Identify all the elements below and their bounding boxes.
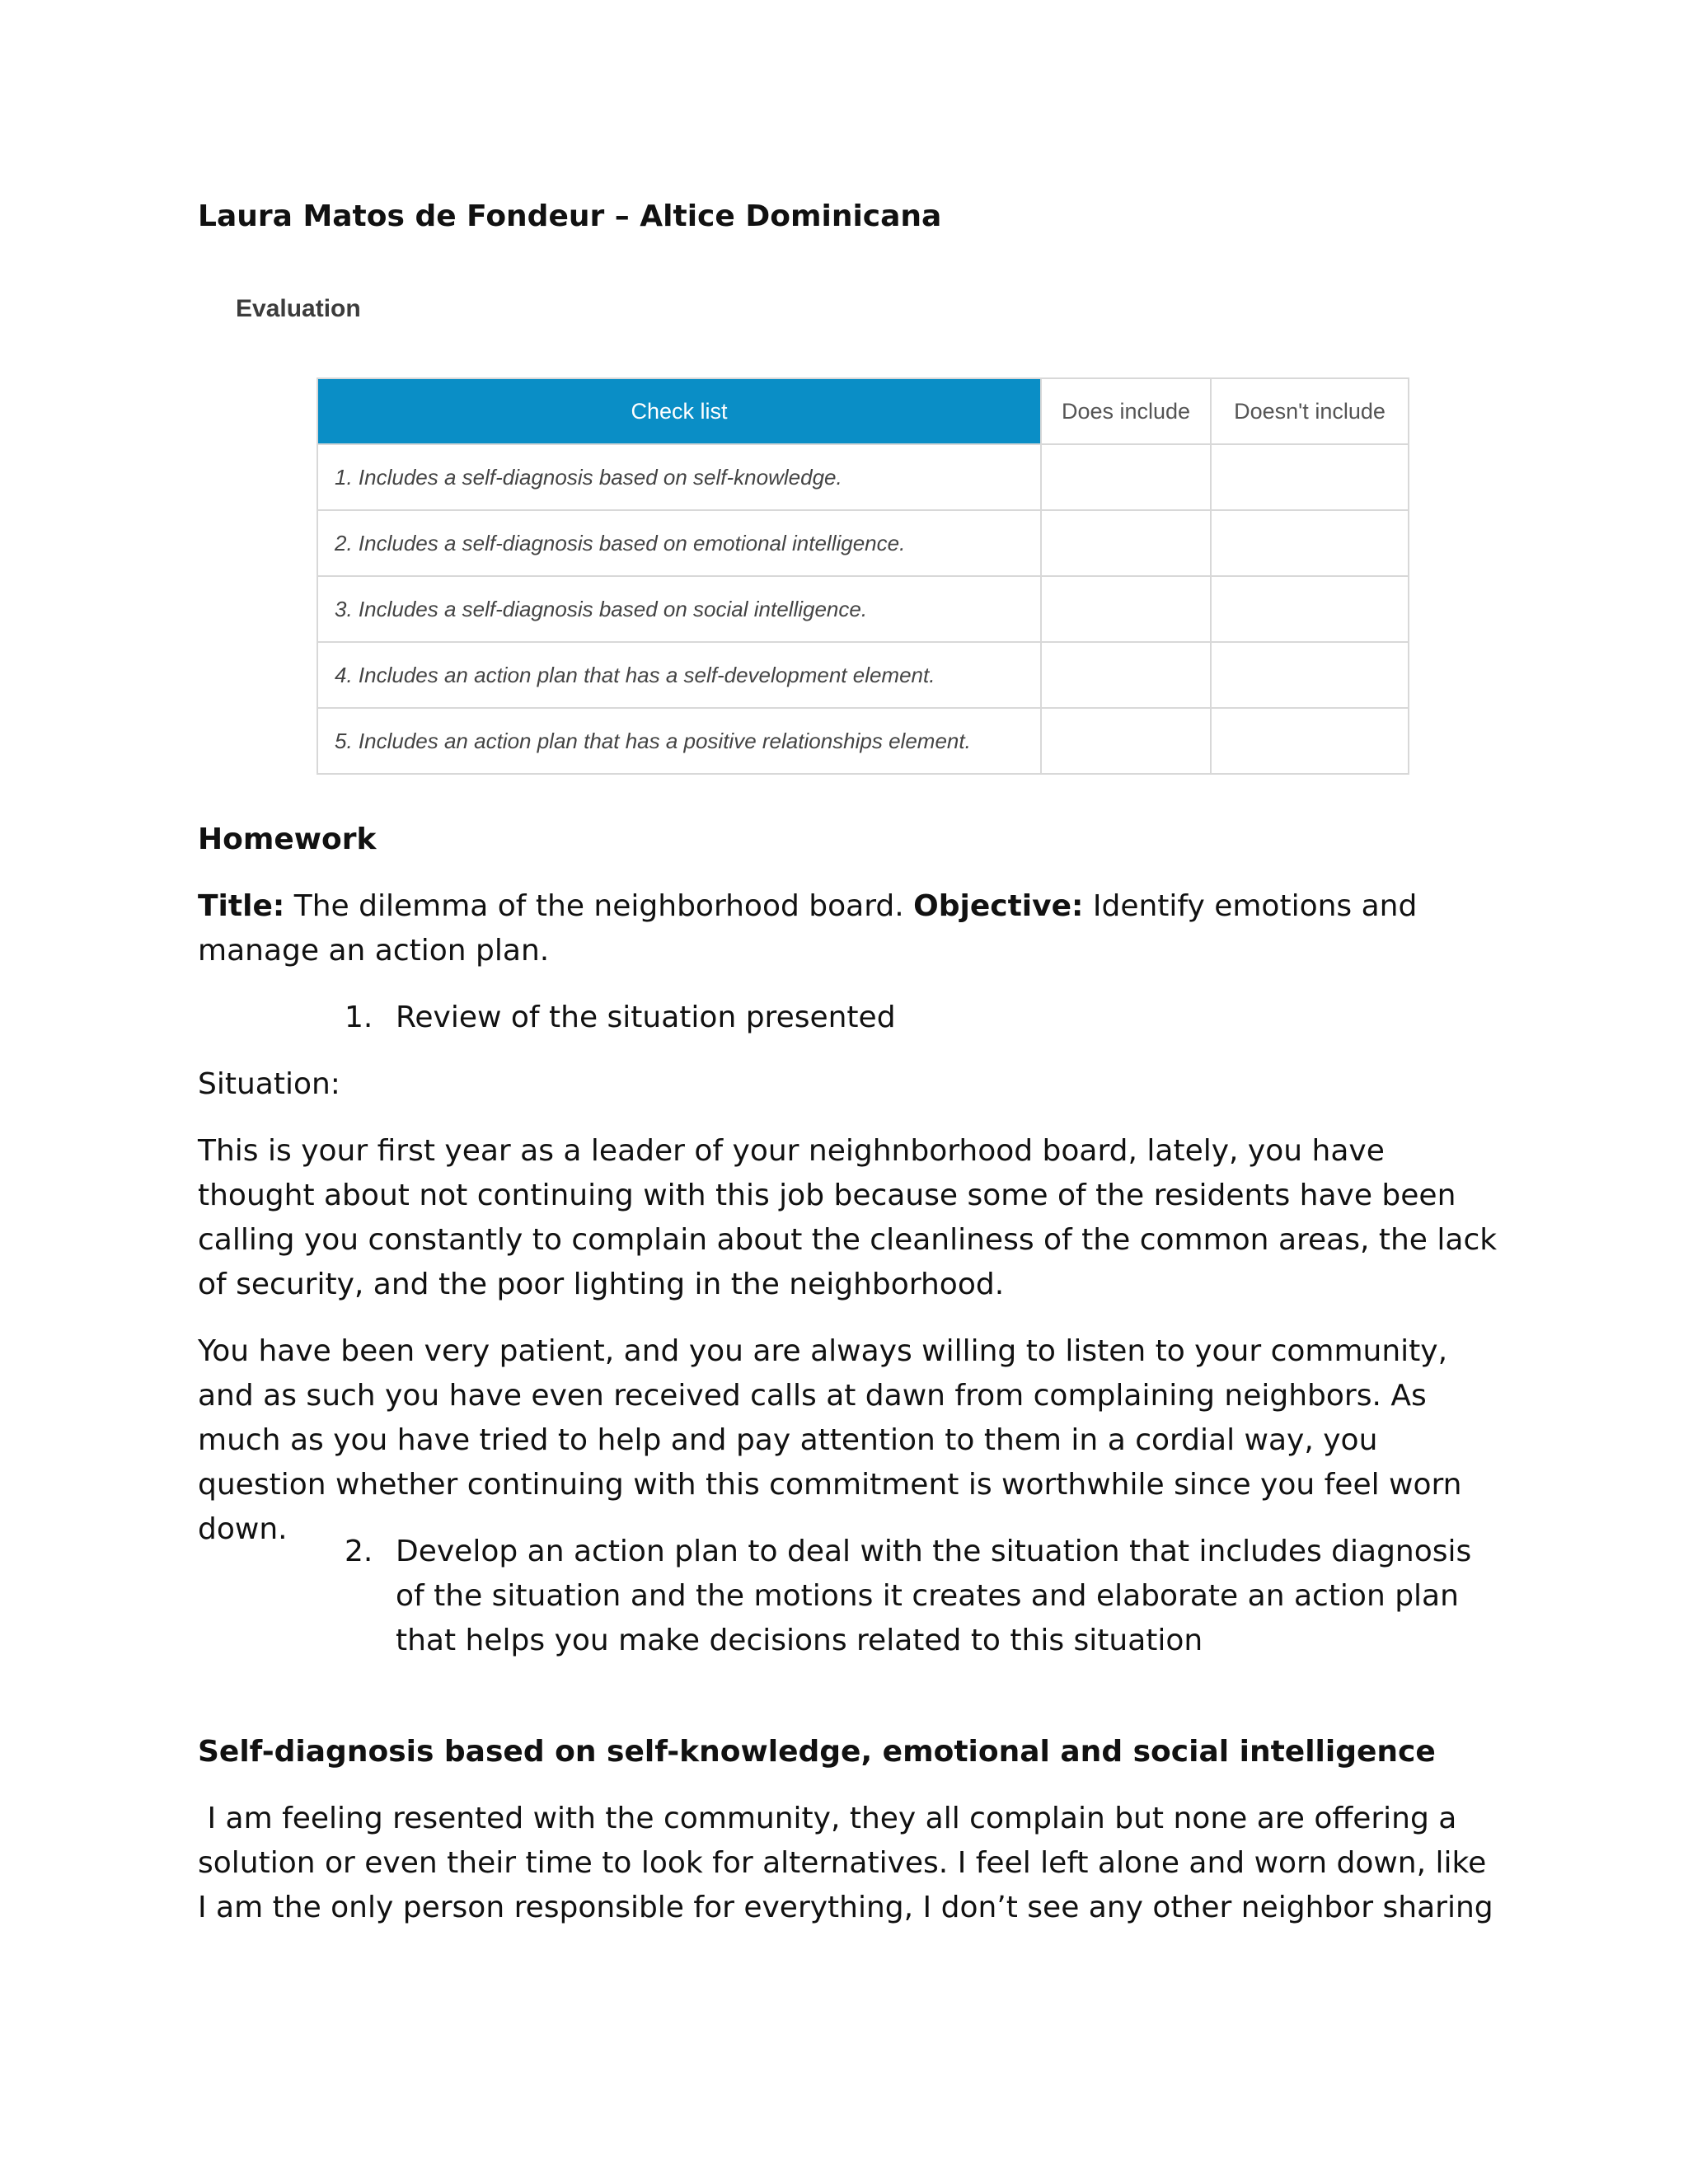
situation-paragraph-2: You have been very patient, and you are always willing to listen to your community, and as such you have even received calls at dawn from complaining neighbors. As much as you have tried to help and pay attention to them in a cordial way, you question whether continuing with this commitment is worthwhile since you feel worn down. bbox=[198, 1334, 1462, 1546]
list-item-text: Develop an action plan to deal with the situation that includes diagnosis of the situation and the motions it creates and elaborate an action plan that helps you make decisions related to this situation bbox=[396, 1535, 1472, 1657]
situation-paragraph-1: This is your first year as a leader of your neighnborhood board, lately, you have thought about not continuing with this job because some of the residents have been calling you constantly to complain about the cleanliness of the common areas, the lack of security, and the poor lighting in the neighborhood. bbox=[198, 1134, 1498, 1301]
evaluation-checklist-table bbox=[316, 377, 1409, 775]
table-row bbox=[317, 708, 1409, 774]
does-include-cell bbox=[1041, 708, 1211, 774]
doesnt-include-cell bbox=[1211, 576, 1409, 642]
checklist-item: 2. Includes a self-diagnosis based on emotional intelligence. bbox=[317, 510, 1041, 576]
objective-text: Identify emotions and manage an action plan. bbox=[198, 889, 1418, 968]
list-item-number: 2. bbox=[345, 1535, 373, 1568]
table-row bbox=[317, 510, 1409, 576]
homework-heading: Homework bbox=[198, 823, 377, 856]
title-text: The dilemma of the neighborhood board. bbox=[293, 889, 904, 923]
does-include-cell bbox=[1041, 510, 1211, 576]
does-include-cell bbox=[1041, 444, 1211, 510]
doesnt-include-cell bbox=[1211, 708, 1409, 774]
list-item-text: Review of the situation presented bbox=[396, 1001, 896, 1034]
evaluation-heading: Evaluation bbox=[236, 295, 361, 322]
situation-label: Situation: bbox=[198, 1067, 340, 1101]
doesnt-include-cell bbox=[1211, 510, 1409, 576]
self-diagnosis-heading: Self-diagnosis based on self-knowledge, emotional and social intelligence bbox=[198, 1735, 1436, 1769]
column-header-does-include: Does include bbox=[1041, 378, 1211, 444]
title-objective-paragraph bbox=[198, 884, 1500, 973]
column-header-checklist: Check list bbox=[317, 378, 1041, 444]
doesnt-include-cell bbox=[1211, 642, 1409, 708]
doesnt-include-cell bbox=[1211, 444, 1409, 510]
checklist-item: 3. Includes a self-diagnosis based on social intelligence. bbox=[317, 576, 1041, 642]
checklist-item: 4. Includes an action plan that has a self-development element. bbox=[317, 642, 1041, 708]
list-item bbox=[345, 996, 1474, 1040]
table-header-row bbox=[317, 378, 1409, 444]
title-label: Title: bbox=[198, 889, 285, 923]
checklist-item: 5. Includes an action plan that has a positive relationships element. bbox=[317, 708, 1041, 774]
checklist-item: 1. Includes a self-diagnosis based on self-knowledge. bbox=[317, 444, 1041, 510]
list-item bbox=[345, 1530, 1474, 1663]
does-include-cell bbox=[1041, 642, 1211, 708]
list-item-number: 1. bbox=[345, 1001, 373, 1034]
table-row bbox=[317, 576, 1409, 642]
author-title: Laura Matos de Fondeur – Altice Dominicana bbox=[198, 199, 942, 233]
column-header-doesnt-include: Doesn't include bbox=[1211, 378, 1409, 444]
table-row bbox=[317, 642, 1409, 708]
self-diagnosis-paragraph: I am feeling resented with the community, they all complain but none are offering a solution or even their time to look for alternatives. I feel left alone and worn down, like I am the only person responsible for everything, I don’t see any other neighbor sharing bbox=[198, 1802, 1496, 1924]
table-row bbox=[317, 444, 1409, 510]
does-include-cell bbox=[1041, 576, 1211, 642]
objective-label: Objective: bbox=[913, 889, 1084, 923]
